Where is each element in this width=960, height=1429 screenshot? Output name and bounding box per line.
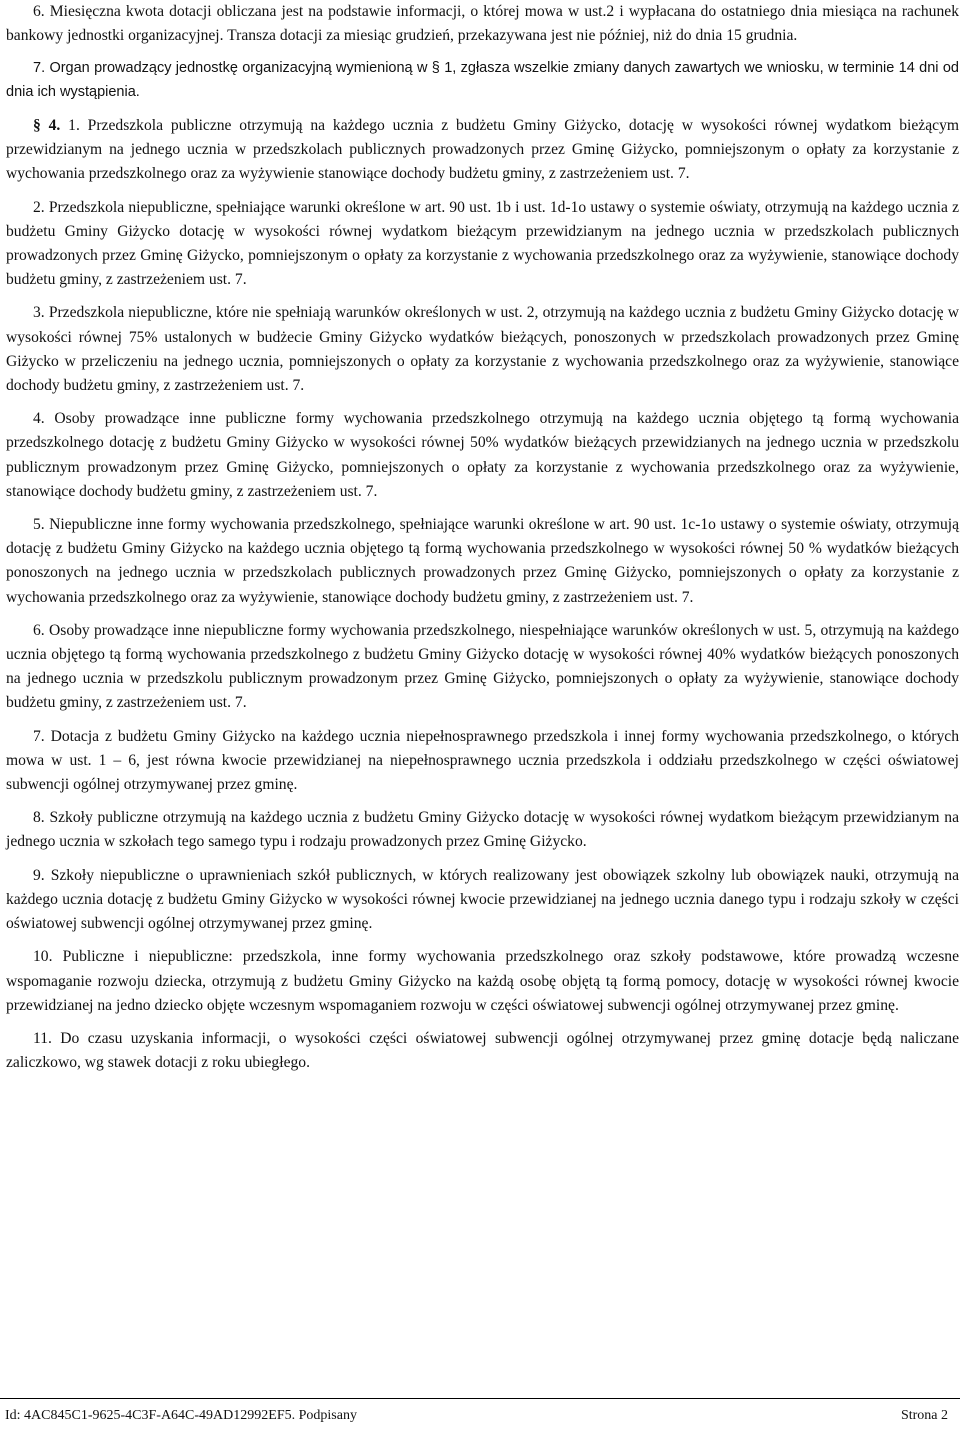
section-4-paragraph-11: 11. Do czasu uzyskania informacji, o wysokości części oświatowej subwencji ogólnej otrzymywanej przez gminę dotacje będą naliczane zaliczkowo, wg stawek dotacji z roku ubiegłego.	[6, 1029, 959, 1072]
page-number: Strona 2	[900, 1408, 948, 1423]
section-4-paragraph-2: 2. Przedszkola niepubliczne, spełniające warunki określone w art. 90 ust. 1b i ust. 1d-1o ustawy o systemie oświaty, otrzymują na każdego ucznia z budżetu Gminy Giżycko dotację w wysokości równej wydatkom bieżącym przewidzianym na jednego ucznia w przedszkolach publicznych prowadzonych przez Gminę Giżycko, pomniejszonym o opłaty za korzystanie z wychowania przedszkolnego oraz za wyżywienie, stanowiące dochody budżetu gminy, z zastrzeżeniem ust. 7.	[6, 198, 959, 289]
section-4-paragraph-6: 6. Osoby prowadzące inne niepubliczne formy wychowania przedszkolnego, niespełniające warunków określonych w ust. 5, otrzymują na każdego ucznia objętego tą formą wychowania przedszkolnego z budżetu Gminy Giżycko dotację w wysokości równej 40% wydatków bieżących ponoszonych na jednego ucznia w przedszkolu publicznym prowadzonym przez Gminę Giżycko, pomniejszonych o opłaty za wyżywienie, stanowiące dochody budżetu gminy, z zastrzeżeniem ust. 7.	[6, 621, 959, 712]
document-id: Id: 4AC845C1-9625-4C3F-A64C-49AD12992EF5. Podpisany	[5, 1408, 357, 1423]
section-4-marker: § 4.	[33, 117, 61, 134]
section-4-paragraph-10: 10. Publiczne i niepubliczne: przedszkola, inne formy wychowania przedszkolnego oraz szkoły podstawowe, które prowadzą wczesne wspomaganie rozwoju dziecka, otrzymują z budżetu Gminy Giżycko na każdą osobę objętą tą formą pomocy, dotację w wysokości równej kwocie przewidzianej na jedno dziecko objęte wczesnym wspomaganiem rozwoju w części oświatowej subwencji ogólnej otrzymywanej przez gminę.	[6, 948, 959, 1014]
paragraph-6: 6. Miesięczna kwota dotacji obliczana jest na podstawie informacji, o której mowa w ust.2 i wypłacana do ostatniego dnia miesiąca na rachunek bankowy jednostki organizacyjnej. Transza dotacji za miesiąc grudzień, przekazywana jest nie później, niż do dnia 15 grudnia.	[6, 3, 959, 45]
section-4-paragraph-5: 5. Niepubliczne inne formy wychowania przedszkolnego, spełniające warunki określone w art. 90 ust. 1c-1o ustawy o systemie oświaty, otrzymują dotację z budżetu Gminy Giżycko na każdego ucznia objętego tą formą wychowania przedszkolnego w wysokości równej 50 % wydatków bieżących ponoszonych na jednego ucznia w przedszkolach publicznych prowadzonych przez Gminę Giżycko, pomniejszonych o opłaty za korzystanie z wychowania przedszkolnego oraz za wyżywienie, stanowiące dochody budżetu gminy, z zastrzeżeniem ust. 7.	[6, 516, 959, 606]
section-4-paragraph-8: 8. Szkoły publiczne otrzymują na każdego ucznia z budżetu Gminy Giżycko dotację w wysokości równej wydatkom bieżącym przewidzianym na jednego ucznia w szkołach tego samego typu i rodzaju prowadzonych przez Gminę Giżycko.	[6, 809, 959, 851]
document-body	[6, 0, 959, 1075]
section-4-paragraph-7: 7. Dotacja z budżetu Gminy Giżycko na każdego ucznia niepełnosprawnego przedszkola i innej formy wychowania przedszkolnego, o których mowa w ust. 1 – 6, jest równa kwocie przewidzianej na niepełnosprawnego ucznia przedszkola i oddziału przedszkolnego w części oświatowej subwencji ogólnej otrzymywanej przez gminę.	[6, 727, 959, 794]
section-4-paragraph-9: 9. Szkoły niepubliczne o uprawnieniach szkół publicznych, w których realizowany jest obowiązek szkolny lub obowiązek nauki, otrzymują na każdego ucznia dotację z budżetu Gminy Giżycko w wysokości równej kwocie przewidzianej na jednego ucznia danego typu i rodzaju szkoły w części oświatowej subwencji ogólnej otrzymywanej przez gminę.	[6, 866, 959, 933]
section-4-paragraph-3: 3. Przedszkola niepubliczne, które nie spełniają warunków określonych w ust. 2, otrzymują na każdego ucznia z budżetu Gminy Giżycko dotację w wysokości równej 75% ustalonych w budżecie Gminy Giżycko wydatków bieżących, ponoszonych w przedszkolach prowadzonych przez Gminę Giżycko w przeliczeniu na jednego ucznia, pomniejszonych o opłaty za korzystanie z wychowania przedszkolnego oraz za wyżywienie, stanowiące dochody budżetu gminy, z zastrzeżeniem ust. 7.	[6, 304, 959, 395]
section-4-paragraph-1-text: 1. Przedszkola publiczne otrzymują na każdego ucznia z budżetu Gminy Giżycko, dotację w wysokości równej wydatkom bieżącym przewidzianym na jednego ucznia w przedszkolach publicznych prowadzonych przez Gminę Giżycko, pomniejszonym o opłaty za korzystanie z wychowania przedszkolnego oraz za wyżywienie stanowiące dochody budżetu gminy, z zastrzeżeniem ust. 7.	[6, 117, 959, 183]
section-4-paragraph-4: 4. Osoby prowadzące inne publiczne formy wychowania przedszkolnego otrzymują na każdego ucznia objętego tą formą wychowania przedszkolnego dotację z budżetu Gminy Giżycko w wysokości równej 50% wydatków bieżących przewidzianych na jednego ucznia w przedszkolu publicznym prowadzonym przez Gminę Giżycko, pomniejszonych o opłaty za korzystanie z wychowania przedszkolnego oraz za wyżywienie, stanowiące dochody budżetu gminy, z zastrzeżeniem ust. 7.	[6, 410, 959, 500]
section-4-paragraph-1	[6, 114, 959, 187]
paragraph-7: 7. Organ prowadzący jednostkę organizacyjną wymienioną w § 1, zgłasza wszelkie zmiany danych zawartych we wniosku, w terminie 14 dni od dnia ich wystąpienia.	[6, 60, 959, 101]
page-footer	[0, 1398, 960, 1429]
